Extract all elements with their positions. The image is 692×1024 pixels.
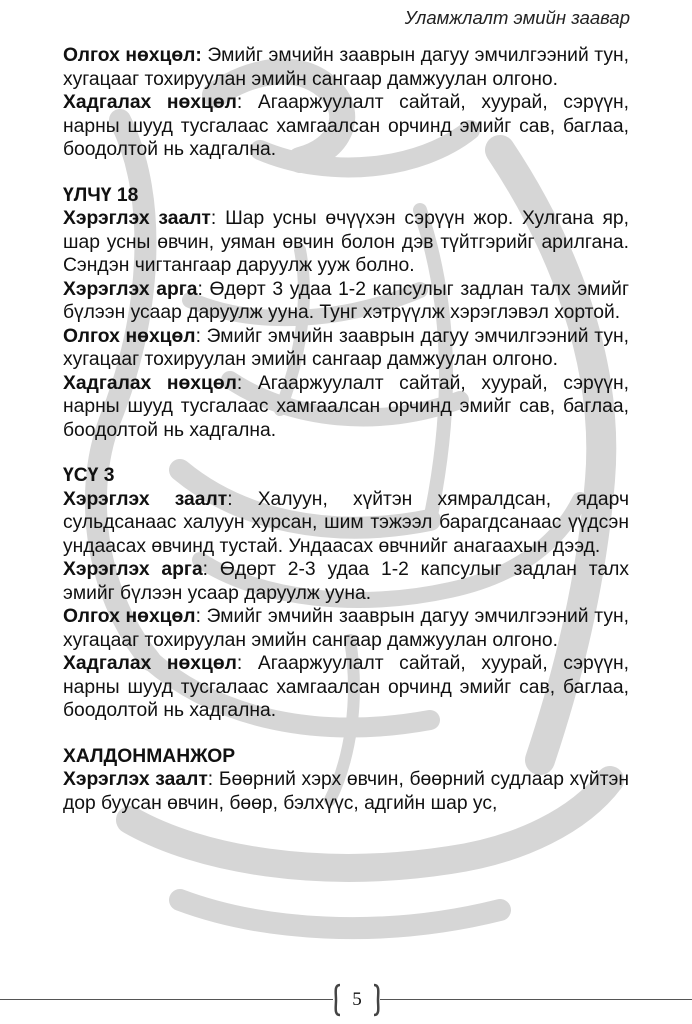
paragraph-text: : Эмийг эмчийн зааврын дагуу эмчилгээний тун, хугацааг тохируулан эмийн сангаар дамжуулан олгоно. — [63, 325, 629, 370]
footer-rule-right — [380, 999, 692, 1000]
paragraph-text: : Эмийг эмчийн зааврын дагуу эмчилгээний тун, хугацааг тохируулан эмийн сангаар дамжуулан олгоно. — [63, 606, 629, 651]
paragraph-label: Хэрэглэх заалт — [63, 769, 208, 790]
paragraph-text: : Агааржуулалт сайтай, хуурай, сэрүүн, нарны шууд тусгалаас хамгаалсан орчинд эмийг сав, баглаа, боодолтой нь хадгална. — [63, 92, 629, 160]
paragraph-label: Хэрэглэх заалт — [63, 208, 211, 229]
paragraph-text: : Бөөрний хэрх өвчин, бөөрний судлаар хүйтэн дор буусан өвчин, бөөр, бэлхүүс, адгийн шар ус, — [63, 769, 630, 814]
paragraph-text: : Агааржуулалт сайтай, хуурай, сэрүүн, нарны шууд тусгалаас хамгаалсан орчинд эмийг сав, баглаа, боодолтой нь хадгална. — [63, 372, 629, 441]
paragraph-text: : Өдөрт 3 удаа 1-2 капсулыг задлан талх эмийг бүлээн усаар даруулж ууна. Тунг хэтрүүлж хэрэглэвэл хортой. — [63, 278, 629, 323]
paragraph — [63, 372, 629, 443]
section-gap — [63, 723, 629, 745]
paragraph — [63, 768, 629, 815]
paragraph-label: Хадгалах нөхцөл — [63, 653, 237, 674]
paragraph-label: Олгох нөхцөл — [63, 325, 196, 347]
paragraph-label: Олгох нөхцөл — [63, 606, 196, 627]
section-heading: ХАЛДОНМАНЖОР — [63, 745, 236, 767]
page-number-box — [332, 983, 382, 1017]
paragraph-text: : Өдөрт 2-3 удаа 1-2 капсулыг задлан талх эмийг бүлээн усаар даруулж ууна. — [63, 559, 629, 604]
paragraph-text: Эмийг эмчийн зааврын дагуу эмчилгээний тун, хугацааг тохируулан эмийн сангаар дамжуулан олгоно. — [63, 45, 630, 90]
page-number: 5 — [352, 989, 362, 1010]
paragraph-label: Олгох нөхцөл: — [63, 45, 202, 66]
paragraph — [63, 44, 629, 91]
paragraph — [63, 605, 629, 652]
paragraph-label: Хэрэглэх арга — [63, 559, 203, 580]
section-heading: ҮЛЧҮ 18 — [63, 184, 139, 206]
paragraph-text: : Халуун, хүйтэн хямралдсан, ядарч сульдсанаас халуун хурсан, шим тэжээл барагдсанаас үүдсэн ундаасах өвчинд тустай. Ундаасах өвчнийг анагаахын дээд. — [63, 488, 629, 557]
paragraph — [63, 207, 629, 278]
section-heading: ҮСҮ 3 — [63, 465, 115, 486]
paragraph-label: Хадгалах нөхцөл — [63, 92, 237, 113]
paragraph — [63, 278, 629, 325]
paragraph-label: Хэрэглэх заалт — [63, 488, 228, 510]
paragraph-label: Хэрэглэх арга — [63, 278, 198, 300]
paragraph — [63, 91, 629, 162]
paragraph-text: : Агааржуулалт сайтай, хуурай, сэрүүн, нарны шууд тусгалаас хамгаалсан орчинд эмийг сав, баглаа, боодолтой нь хадгална. — [63, 653, 629, 721]
footer-rule-left — [0, 999, 333, 1000]
paragraph — [63, 488, 629, 559]
paragraph-text: : Шар усны өчүүхэн сэрүүн жор. Хулгана яр, шар усны өвчин, уяман өвчин болон дэв түйтгэрийг арилгана. Сэндэн чигтангаар даруулж ууж болно. — [63, 208, 630, 276]
section-gap — [63, 162, 629, 184]
running-header: Уламжлалт эмийн заавар — [404, 7, 630, 28]
paragraph — [63, 652, 629, 723]
paragraph-label: Хадгалах нөхцөл — [63, 372, 237, 394]
document-body — [63, 44, 629, 815]
section-gap — [63, 442, 629, 464]
paragraph — [63, 558, 629, 605]
paragraph — [63, 325, 629, 372]
